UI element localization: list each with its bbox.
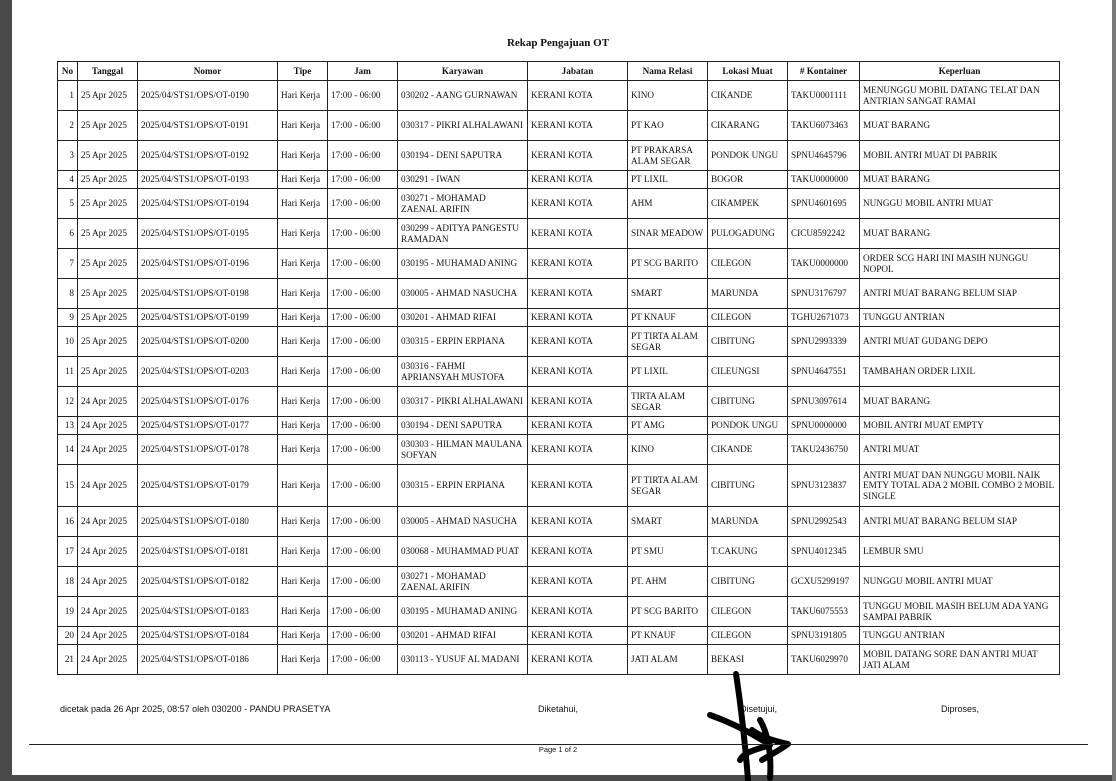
col-header-nomor: Nomor [138,62,278,81]
cell-karyawan: 030195 - MUHAMAD ANING [398,249,528,279]
cell-lokasi: CILEGON [708,627,788,645]
cell-relasi: SMART [628,507,708,537]
cell-kontainer: TAKU6029970 [788,645,860,675]
cell-jabatan: KERANI KOTA [528,465,628,507]
cell-relasi: SMART [628,279,708,309]
cell-no: 14 [58,435,78,465]
cell-relasi: PT AMG [628,417,708,435]
cell-lokasi: CIKARANG [708,111,788,141]
cell-keperluan: MUAT BARANG [860,387,1060,417]
cell-tipe: Hari Kerja [278,417,328,435]
cell-keperluan: MOBIL ANTRI MUAT DI PABRIK [860,141,1060,171]
cell-relasi: PT LIXIL [628,171,708,189]
cell-tipe: Hari Kerja [278,387,328,417]
cell-karyawan: 030299 - ADITYA PANGESTU RAMADAN [398,219,528,249]
cell-no: 18 [58,567,78,597]
cell-no: 2 [58,111,78,141]
cell-nomor: 2025/04/STS1/OPS/OT-0178 [138,435,278,465]
cell-nomor: 2025/04/STS1/OPS/OT-0194 [138,189,278,219]
cell-keperluan: ANTRI MUAT BARANG BELUM SIAP [860,507,1060,537]
cell-relasi: PT TIRTA ALAM SEGAR [628,465,708,507]
cell-kontainer: SPNU4645796 [788,141,860,171]
cell-keperluan: LEMBUR SMU [860,537,1060,567]
cell-jam: 17:00 - 06:00 [328,537,398,567]
table-row [58,279,1060,309]
cell-nomor: 2025/04/STS1/OPS/OT-0182 [138,567,278,597]
cell-tanggal: 24 Apr 2025 [78,645,138,675]
cell-nomor: 2025/04/STS1/OPS/OT-0192 [138,141,278,171]
cell-karyawan: 030201 - AHMAD RIFAI [398,309,528,327]
cell-tanggal: 25 Apr 2025 [78,81,138,111]
cell-jam: 17:00 - 06:00 [328,309,398,327]
table-row [58,387,1060,417]
cell-keperluan: MOBIL DATANG SORE DAN ANTRI MUAT JATI ALAM [860,645,1060,675]
cell-no: 5 [58,189,78,219]
cell-kontainer: SPNU4012345 [788,537,860,567]
cell-kontainer: TAKU0000000 [788,171,860,189]
col-header-kontainer: # Kontainer [788,62,860,81]
cell-karyawan: 030315 - ERPIN ERPIANA [398,327,528,357]
cell-no: 19 [58,597,78,627]
cell-kontainer: TAKU2436750 [788,435,860,465]
table-row [58,219,1060,249]
cell-nomor: 2025/04/STS1/OPS/OT-0176 [138,387,278,417]
cell-karyawan: 030291 - IWAN [398,171,528,189]
cell-tanggal: 24 Apr 2025 [78,507,138,537]
cell-jabatan: KERANI KOTA [528,417,628,435]
cell-no: 13 [58,417,78,435]
cell-relasi: PT PRAKARSA ALAM SEGAR [628,141,708,171]
cell-nomor: 2025/04/STS1/OPS/OT-0199 [138,309,278,327]
cell-keperluan: ANTRI MUAT DAN NUNGGU MOBIL NAIK EMTY TOTAL ADA 2 MOBIL COMBO 2 MOBIL SINGLE [860,465,1060,507]
cell-tipe: Hari Kerja [278,279,328,309]
cell-tipe: Hari Kerja [278,537,328,567]
cell-jam: 17:00 - 06:00 [328,219,398,249]
cell-nomor: 2025/04/STS1/OPS/OT-0181 [138,537,278,567]
page-number: Page 1 of 2 [538,745,578,754]
col-header-karyawan: Karyawan [398,62,528,81]
table-row [58,141,1060,171]
cell-lokasi: MARUNDA [708,507,788,537]
cell-karyawan: 030005 - AHMAD NASUCHA [398,507,528,537]
cell-tanggal: 25 Apr 2025 [78,309,138,327]
cell-lokasi: CIBITUNG [708,465,788,507]
cell-tipe: Hari Kerja [278,465,328,507]
ot-table [57,61,1060,675]
table-row [58,357,1060,387]
col-header-lokasi-muat: Lokasi Muat [708,62,788,81]
cell-keperluan: TAMBAHAN ORDER LIXIL [860,357,1060,387]
cell-nomor: 2025/04/STS1/OPS/OT-0203 [138,357,278,387]
cell-tipe: Hari Kerja [278,219,328,249]
cell-jam: 17:00 - 06:00 [328,171,398,189]
cell-keperluan: ANTRI MUAT BARANG BELUM SIAP [860,279,1060,309]
cell-jam: 17:00 - 06:00 [328,465,398,507]
cell-no: 20 [58,627,78,645]
cell-kontainer: SPNU3176797 [788,279,860,309]
cell-tanggal: 24 Apr 2025 [78,567,138,597]
cell-jabatan: KERANI KOTA [528,645,628,675]
table-row [58,111,1060,141]
cell-jabatan: KERANI KOTA [528,249,628,279]
page-edge [1112,0,1116,781]
cell-karyawan: 030315 - ERPIN ERPIANA [398,465,528,507]
table-row [58,249,1060,279]
cell-keperluan: NUNGGU MOBIL ANTRI MUAT [860,567,1060,597]
cell-keperluan: MUAT BARANG [860,111,1060,141]
cell-lokasi: PONDOK UNGU [708,417,788,435]
cell-tanggal: 24 Apr 2025 [78,627,138,645]
cell-karyawan: 030113 - YUSUF AL MADANI [398,645,528,675]
cell-tanggal: 25 Apr 2025 [78,171,138,189]
handwritten-signature [700,660,800,781]
cell-lokasi: T.CAKUNG [708,537,788,567]
cell-no: 12 [58,387,78,417]
cell-tipe: Hari Kerja [278,189,328,219]
cell-jam: 17:00 - 06:00 [328,249,398,279]
cell-jam: 17:00 - 06:00 [328,279,398,309]
cell-lokasi: CIBITUNG [708,327,788,357]
cell-lokasi: CILEGON [708,309,788,327]
cell-nomor: 2025/04/STS1/OPS/OT-0180 [138,507,278,537]
cell-jabatan: KERANI KOTA [528,219,628,249]
col-header-no: No [58,62,78,81]
cell-karyawan: 030317 - PIKRI ALHALAWANI [398,111,528,141]
cell-relasi: PT KNAUF [628,627,708,645]
cell-jam: 17:00 - 06:00 [328,645,398,675]
cell-karyawan: 030271 - MOHAMAD ZAENAL ARIFIN [398,567,528,597]
cell-jabatan: KERANI KOTA [528,627,628,645]
table-row [58,597,1060,627]
table-row [58,327,1060,357]
cell-kontainer: SPNU0000000 [788,417,860,435]
cell-kontainer: TAKU0001111 [788,81,860,111]
cell-lokasi: PULOGADUNG [708,219,788,249]
cell-nomor: 2025/04/STS1/OPS/OT-0193 [138,171,278,189]
cell-relasi: KINO [628,81,708,111]
cell-tanggal: 24 Apr 2025 [78,537,138,567]
cell-lokasi: CIKANDE [708,435,788,465]
cell-karyawan: 030271 - MOHAMAD ZAENAL ARIFIN [398,189,528,219]
cell-tanggal: 25 Apr 2025 [78,219,138,249]
cell-jam: 17:00 - 06:00 [328,327,398,357]
table-header-row [58,62,1060,81]
cell-tanggal: 25 Apr 2025 [78,327,138,357]
known-label: Diketahui, [538,704,579,714]
cell-no: 17 [58,537,78,567]
cell-tipe: Hari Kerja [278,249,328,279]
cell-tipe: Hari Kerja [278,507,328,537]
cell-tipe: Hari Kerja [278,435,328,465]
cell-relasi: PT KNAUF [628,309,708,327]
cell-jam: 17:00 - 06:00 [328,507,398,537]
cell-jabatan: KERANI KOTA [528,537,628,567]
cell-lokasi: PONDOK UNGU [708,141,788,171]
cell-jam: 17:00 - 06:00 [328,189,398,219]
cell-karyawan: 030005 - AHMAD NASUCHA [398,279,528,309]
cell-tipe: Hari Kerja [278,567,328,597]
cell-kontainer: TGHU2671073 [788,309,860,327]
table-row [58,567,1060,597]
cell-kontainer: SPNU2992543 [788,507,860,537]
cell-jam: 17:00 - 06:00 [328,435,398,465]
cell-tipe: Hari Kerja [278,141,328,171]
table-row [58,465,1060,507]
cell-relasi: PT SCG BARITO [628,249,708,279]
cell-keperluan: MUAT BARANG [860,171,1060,189]
cell-relasi: JATI ALAM [628,645,708,675]
table-row [58,435,1060,465]
cell-no: 10 [58,327,78,357]
cell-no: 7 [58,249,78,279]
cell-jabatan: KERANI KOTA [528,435,628,465]
table-row [58,81,1060,111]
cell-lokasi: CILEUNGSI [708,357,788,387]
cell-lokasi: BEKASI [708,645,788,675]
cell-karyawan: 030194 - DENI SAPUTRA [398,141,528,171]
cell-jam: 17:00 - 06:00 [328,111,398,141]
col-header-tipe: Tipe [278,62,328,81]
cell-jabatan: KERANI KOTA [528,567,628,597]
cell-nomor: 2025/04/STS1/OPS/OT-0184 [138,627,278,645]
cell-jam: 17:00 - 06:00 [328,81,398,111]
cell-lokasi: CILEGON [708,597,788,627]
cell-nomor: 2025/04/STS1/OPS/OT-0179 [138,465,278,507]
cell-lokasi: MARUNDA [708,279,788,309]
cell-jam: 17:00 - 06:00 [328,387,398,417]
cell-tanggal: 25 Apr 2025 [78,141,138,171]
cell-kontainer: SPNU4647551 [788,357,860,387]
processed-label: Diproses, [941,704,980,714]
cell-jam: 17:00 - 06:00 [328,597,398,627]
cell-no: 15 [58,465,78,507]
cell-tipe: Hari Kerja [278,627,328,645]
cell-karyawan: 030317 - PIKRI ALHALAWANI [398,387,528,417]
cell-jam: 17:00 - 06:00 [328,141,398,171]
table-row [58,645,1060,675]
cell-no: 4 [58,171,78,189]
cell-relasi: AHM [628,189,708,219]
cell-jabatan: KERANI KOTA [528,111,628,141]
cell-tanggal: 24 Apr 2025 [78,417,138,435]
cell-jam: 17:00 - 06:00 [328,357,398,387]
cell-tanggal: 25 Apr 2025 [78,279,138,309]
cell-nomor: 2025/04/STS1/OPS/OT-0190 [138,81,278,111]
cell-jabatan: KERANI KOTA [528,597,628,627]
cell-lokasi: CIBITUNG [708,387,788,417]
page-title: Rekap Pengajuan OT [506,37,610,49]
cell-tanggal: 25 Apr 2025 [78,249,138,279]
col-header-keperluan: Keperluan [860,62,1060,81]
cell-nomor: 2025/04/STS1/OPS/OT-0195 [138,219,278,249]
cell-tanggal: 24 Apr 2025 [78,597,138,627]
cell-jabatan: KERANI KOTA [528,387,628,417]
cell-kontainer: TAKU0000000 [788,249,860,279]
cell-relasi: PT SCG BARITO [628,597,708,627]
cell-jabatan: KERANI KOTA [528,171,628,189]
cell-no: 8 [58,279,78,309]
cell-karyawan: 030195 - MUHAMAD ANING [398,597,528,627]
cell-relasi: TIRTA ALAM SEGAR [628,387,708,417]
cell-jabatan: KERANI KOTA [528,141,628,171]
cell-kontainer: TAKU6073463 [788,111,860,141]
cell-tipe: Hari Kerja [278,357,328,387]
cell-no: 16 [58,507,78,537]
cell-no: 11 [58,357,78,387]
cell-lokasi: CIKAMPEK [708,189,788,219]
cell-keperluan: MENUNGGU MOBIL DATANG TELAT DAN ANTRIAN SANGAT RAMAI [860,81,1060,111]
cell-tanggal: 24 Apr 2025 [78,465,138,507]
table-row [58,627,1060,645]
cell-no: 9 [58,309,78,327]
cell-relasi: PT. AHM [628,567,708,597]
table-row [58,309,1060,327]
cell-no: 6 [58,219,78,249]
cell-tipe: Hari Kerja [278,327,328,357]
cell-lokasi: BOGOR [708,171,788,189]
cell-nomor: 2025/04/STS1/OPS/OT-0200 [138,327,278,357]
cell-keperluan: TUNGGU ANTRIAN [860,309,1060,327]
cell-kontainer: SPNU3123837 [788,465,860,507]
cell-tanggal: 25 Apr 2025 [78,357,138,387]
cell-jam: 17:00 - 06:00 [328,417,398,435]
cell-jam: 17:00 - 06:00 [328,567,398,597]
cell-keperluan: ANTRI MUAT GUDANG DEPO [860,327,1060,357]
cell-tipe: Hari Kerja [278,171,328,189]
cell-jabatan: KERANI KOTA [528,309,628,327]
table-row [58,417,1060,435]
cell-nomor: 2025/04/STS1/OPS/OT-0177 [138,417,278,435]
cell-nomor: 2025/04/STS1/OPS/OT-0191 [138,111,278,141]
cell-nomor: 2025/04/STS1/OPS/OT-0196 [138,249,278,279]
cell-relasi: PT SMU [628,537,708,567]
cell-nomor: 2025/04/STS1/OPS/OT-0183 [138,597,278,627]
cell-kontainer: TAKU6075553 [788,597,860,627]
cell-keperluan: ANTRI MUAT [860,435,1060,465]
cell-tanggal: 25 Apr 2025 [78,189,138,219]
cell-keperluan: ORDER SCG HARI INI MASIH NUNGGU NOPOL [860,249,1060,279]
col-header-nama-relasi: Nama Relasi [628,62,708,81]
cell-kontainer: CICU8592242 [788,219,860,249]
cell-jabatan: KERANI KOTA [528,327,628,357]
cell-relasi: PT LIXIL [628,357,708,387]
cell-relasi: KINO [628,435,708,465]
cell-no: 21 [58,645,78,675]
cell-tipe: Hari Kerja [278,309,328,327]
cell-lokasi: CIKANDE [708,81,788,111]
cell-karyawan: 030194 - DENI SAPUTRA [398,417,528,435]
cell-keperluan: TUNGGU ANTRIAN [860,627,1060,645]
col-header-jabatan: Jabatan [528,62,628,81]
cell-lokasi: CIBITUNG [708,567,788,597]
cell-jabatan: KERANI KOTA [528,279,628,309]
cell-kontainer: SPNU4601695 [788,189,860,219]
cell-jabatan: KERANI KOTA [528,81,628,111]
cell-kontainer: SPNU3191805 [788,627,860,645]
cell-keperluan: MUAT BARANG [860,219,1060,249]
cell-keperluan: NUNGGU MOBIL ANTRI MUAT [860,189,1060,219]
cell-kontainer: SPNU3097614 [788,387,860,417]
table-body [58,81,1060,675]
cell-jabatan: KERANI KOTA [528,189,628,219]
cell-tanggal: 24 Apr 2025 [78,387,138,417]
cell-karyawan: 030201 - AHMAD RIFAI [398,627,528,645]
cell-tipe: Hari Kerja [278,597,328,627]
cell-relasi: PT TIRTA ALAM SEGAR [628,327,708,357]
cell-tanggal: 24 Apr 2025 [78,435,138,465]
cell-nomor: 2025/04/STS1/OPS/OT-0186 [138,645,278,675]
cell-keperluan: TUNGGU MOBIL MASIH BELUM ADA YANG SAMPAI PABRIK [860,597,1060,627]
cell-tipe: Hari Kerja [278,111,328,141]
cell-tanggal: 25 Apr 2025 [78,111,138,141]
cell-tipe: Hari Kerja [278,645,328,675]
cell-nomor: 2025/04/STS1/OPS/OT-0198 [138,279,278,309]
col-header-jam: Jam [328,62,398,81]
cell-lokasi: CILEGON [708,249,788,279]
table-row [58,537,1060,567]
cell-karyawan: 030202 - AANG GURNAWAN [398,81,528,111]
table-row [58,189,1060,219]
table-row [58,507,1060,537]
cell-relasi: PT KAO [628,111,708,141]
cell-karyawan: 030303 - HILMAN MAULANA SOFYAN [398,435,528,465]
cell-tipe: Hari Kerja [278,81,328,111]
printed-info: dicetak pada 26 Apr 2025, 08:57 oleh 030200 - PANDU PRASETYA [60,704,331,714]
approved-label: Disetujui, [740,704,778,714]
cell-jabatan: KERANI KOTA [528,507,628,537]
cell-no: 3 [58,141,78,171]
cell-karyawan: 030068 - MUHAMMAD PUAT [398,537,528,567]
cell-kontainer: GCXU5299197 [788,567,860,597]
cell-jabatan: KERANI KOTA [528,357,628,387]
table-row [58,171,1060,189]
cell-no: 1 [58,81,78,111]
cell-jam: 17:00 - 06:00 [328,627,398,645]
cell-karyawan: 030316 - FAHMI APRIANSYAH MUSTOFA [398,357,528,387]
cell-kontainer: SPNU2993339 [788,327,860,357]
col-header-tanggal: Tanggal [78,62,138,81]
cell-keperluan: MOBIL ANTRI MUAT EMPTY [860,417,1060,435]
cell-relasi: SINAR MEADOW [628,219,708,249]
